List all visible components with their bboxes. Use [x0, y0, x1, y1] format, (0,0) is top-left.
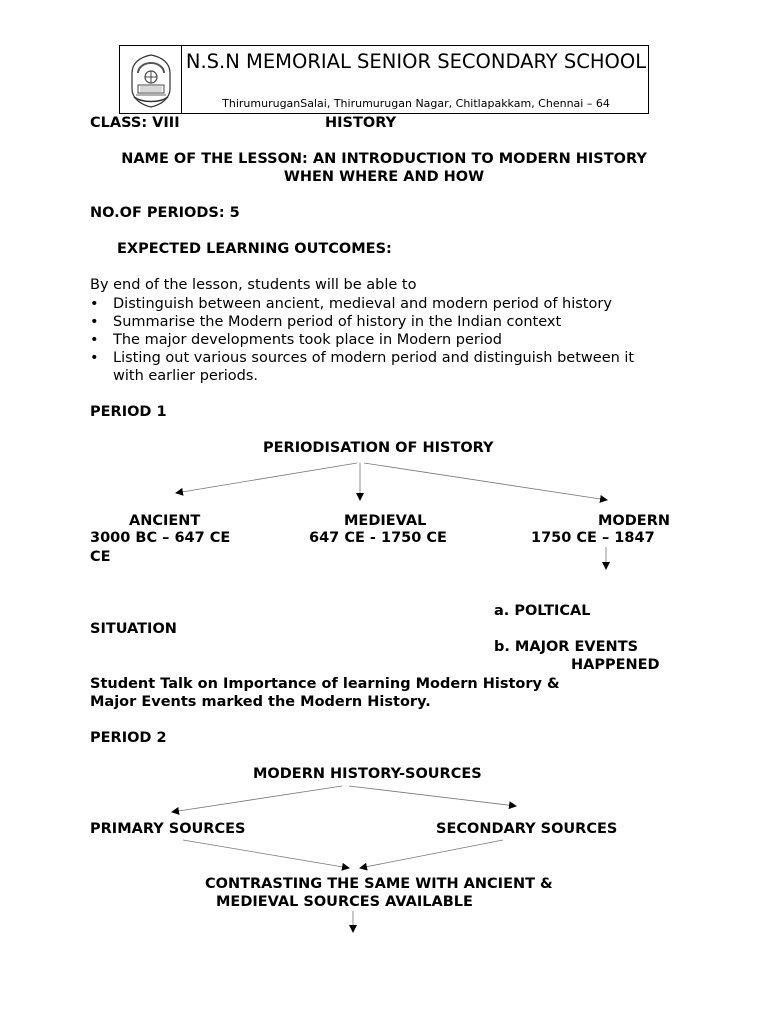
outcomes-heading: EXPECTED LEARNING OUTCOMES:	[117, 241, 392, 257]
medieval-label: MEDIEVAL	[344, 513, 427, 529]
arrow-to-primary	[172, 786, 342, 812]
arrow-primary-to-contrast	[183, 840, 349, 868]
ancient-label: ANCIENT	[129, 513, 201, 529]
contrast-line1: CONTRASTING THE SAME WITH ANCIENT &	[205, 876, 553, 892]
outcomes-intro: By end of the lesson, students will be able to	[90, 277, 417, 293]
list-item-text: Summarise the Modern period of history in the Indian context	[113, 314, 562, 330]
list-item-text: The major developments took place in Modern period	[113, 332, 502, 348]
school-name: N.S.N MEMORIAL SENIOR SECONDARY SCHOOL	[185, 50, 647, 73]
lesson-title-line2: WHEN WHERE AND HOW	[283, 169, 485, 185]
medieval-range: 647 CE - 1750 CE	[309, 530, 447, 546]
bullet-marker: •	[90, 314, 99, 330]
modern-range: 1750 CE – 1847	[531, 530, 655, 546]
list-item-text: Listing out various sources of modern period and distinguish between it	[113, 350, 635, 366]
activity-line2: Major Events marked the Modern History.	[90, 694, 431, 710]
period1-heading: PERIOD 1	[90, 404, 167, 420]
periodisation-title: PERIODISATION OF HISTORY	[263, 440, 494, 456]
sources-title: MODERN HISTORY-SOURCES	[253, 766, 482, 782]
list-item-text: with earlier periods.	[113, 368, 259, 384]
political-item: a. POLTICAL	[494, 603, 591, 619]
class-label: CLASS: VIII	[90, 115, 180, 131]
list-item-text: Distinguish between ancient, medieval and modern period of history	[113, 296, 612, 312]
subject-label: HISTORY	[325, 115, 397, 131]
number-of-periods: NO.OF PERIODS: 5	[90, 205, 240, 221]
primary-sources-label: PRIMARY SOURCES	[90, 821, 246, 837]
arrow-to-secondary	[349, 786, 516, 806]
period2-heading: PERIOD 2	[90, 730, 167, 746]
activity-line1: Student Talk on Importance of learning Modern History &	[90, 676, 560, 692]
ancient-range: 3000 BC – 647 CE	[90, 530, 231, 546]
bullet-marker: •	[90, 332, 99, 348]
contrast-line2: MEDIEVAL SOURCES AVAILABLE	[216, 894, 473, 910]
bullet-marker: •	[90, 350, 99, 366]
modern-label: MODERN	[598, 513, 670, 529]
lesson-title-line1: NAME OF THE LESSON: AN INTRODUCTION TO MODERN HISTORY	[121, 151, 647, 167]
arrow-to-ancient	[176, 463, 357, 493]
arrow-to-modern	[364, 463, 607, 500]
major-events-item: b. MAJOR EVENTS	[494, 639, 639, 655]
arrow-secondary-to-contrast	[360, 840, 503, 868]
school-address: ThirumuruganSalai, Thirumurugan Nagar, Chitlapakkam, Chennai – 64	[222, 97, 610, 110]
bullet-marker: •	[90, 296, 99, 312]
secondary-sources-label: SECONDARY SOURCES	[436, 821, 618, 837]
happened-label: HAPPENED	[571, 657, 660, 673]
ancient-range-cont: CE	[90, 549, 111, 565]
situation-label: SITUATION	[90, 621, 177, 637]
